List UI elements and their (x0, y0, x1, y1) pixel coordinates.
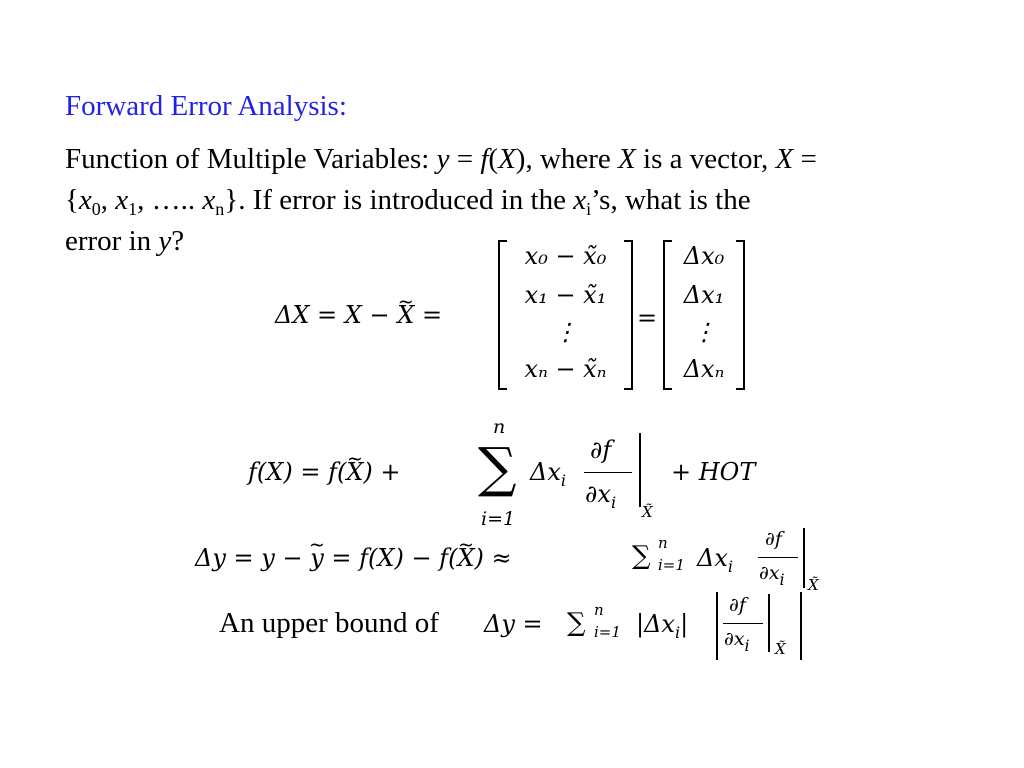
matrix1-cell-2: ⋮ (553, 318, 578, 346)
intro-eq2: = (793, 143, 817, 175)
matrix2-cell-3: Δxₙ (683, 355, 725, 383)
intro-text: Function of Multiple Variables: (65, 143, 437, 175)
sub-i: i (586, 199, 592, 219)
eq4-absdx-end: | (680, 610, 689, 638)
eq3-main (195, 544, 512, 572)
eq3-eval-bar (803, 528, 805, 588)
sub-0: 0 (91, 199, 101, 219)
intro-where: ), where (515, 143, 619, 175)
matrix2-cell-0: Δx₀ (683, 242, 725, 270)
eq3-c: ) ≈ (474, 544, 512, 572)
eq2-fraction-bar (584, 472, 632, 473)
var-f: f (480, 143, 489, 175)
eq2-dx-sub: i (560, 471, 566, 490)
eq4-denominator (724, 628, 750, 655)
eq2-sum-bottom: i=1 (481, 508, 516, 530)
eq4-numerator: ∂f (729, 594, 746, 616)
eq1-lhs (275, 301, 442, 329)
eq4-abs-dx (636, 610, 689, 642)
question-mark: ? (171, 225, 185, 257)
eq3-eval-at: X̃ (808, 576, 819, 594)
matrix-difference (498, 240, 633, 390)
eq4-absdx-sub: i (674, 623, 681, 642)
eq2-lhs-text: f(X) = f( (248, 458, 347, 486)
eq4-label: An upper bound of (219, 607, 439, 639)
eq4-sigma: ∑ (567, 608, 586, 638)
var-y2: y (158, 225, 172, 257)
eq3-sigma: ∑ (632, 541, 651, 571)
eq2-den-text: ∂x (585, 480, 611, 508)
intro-vector: is a vector, (635, 143, 776, 175)
eq3-fraction-bar (758, 557, 798, 558)
eq3-b: = f(X) − f( (323, 544, 458, 572)
matrix1-cell-1: x₁ − x̃₁ (524, 281, 607, 309)
eq3-Xtilde: ~ X (457, 544, 474, 572)
eq3-numerator: ∂f (765, 528, 782, 550)
brace-close: }. If error is introduced in the (224, 184, 574, 216)
eq4-fraction-bar (723, 623, 763, 624)
eq4-dy: Δy = (484, 610, 543, 638)
matrix1-cell-3: xₙ − x̃ₙ (524, 355, 607, 383)
eq3-delta-x (697, 544, 733, 576)
eq2-eval-at: X̃ (642, 503, 653, 521)
brace-open: { (65, 184, 79, 216)
eq3-dx-text: Δx (697, 544, 728, 572)
var-x1: x (115, 184, 129, 216)
var-X: X (498, 143, 516, 175)
eq2-delta-x (530, 458, 566, 490)
var-X3: X (775, 143, 794, 175)
eq2-lhs (248, 458, 401, 486)
var-y: y (436, 143, 450, 175)
error-in: error in (65, 225, 159, 257)
eq4-eval-at: X̃ (775, 640, 786, 658)
var-xn: x (202, 184, 216, 216)
eq3-denominator (759, 562, 785, 589)
eq4-eval-bar (768, 594, 770, 652)
eq4-den-text: ∂x (724, 628, 745, 650)
slide-heading: Forward Error Analysis: (65, 90, 347, 122)
eq3-sum-top: n (658, 534, 668, 552)
dots: , ….. (137, 184, 203, 216)
eq4-sum-top: n (594, 601, 604, 619)
matrix-delta (663, 240, 745, 390)
eq3-den-sub: i (779, 570, 785, 589)
eq1-lhs-eq: = (414, 301, 443, 329)
eq2-numerator: ∂f (590, 436, 612, 464)
eq3-sum-bottom: i=1 (658, 556, 685, 574)
eq3-dx-sub: i (727, 557, 733, 576)
eq4-abs-right-bar (800, 592, 802, 660)
intro-lp: ( (488, 143, 499, 175)
intro-eq: = (449, 143, 481, 175)
eq3-a: Δy = y − (195, 544, 311, 572)
eq2-denominator (585, 480, 617, 512)
eq2-Xtilde: ~ X (346, 458, 363, 486)
eq1-Xtilde: ~ X (397, 301, 414, 329)
eq2-sum-top: n (493, 416, 506, 438)
eq4-absdx-text: |Δx (636, 610, 675, 638)
eq4-den-sub: i (744, 636, 750, 655)
eq3-ytilde: ~ y (310, 544, 324, 572)
eq2-eval-bar (639, 433, 641, 507)
sub-n: n (215, 199, 225, 219)
eq2-rp: ) + (363, 458, 401, 486)
eq2-den-sub: i (610, 493, 617, 512)
eq3-den-text: ∂x (759, 562, 780, 584)
var-X2: X (618, 143, 636, 175)
eq2-sigma: ∑ (478, 436, 517, 499)
var-x0: x (78, 184, 92, 216)
matrix1-cell-0: x₀ − x̃₀ (524, 242, 607, 270)
matrix2-cell-1: Δx₁ (683, 281, 725, 309)
eq4-sum-bottom: i=1 (594, 623, 621, 641)
matrix2-cell-2: ⋮ (692, 318, 716, 346)
intro-tail: ’s, what is the (591, 184, 751, 216)
eq1-lhs-text: ΔX = X − (275, 301, 398, 329)
eq4-abs-left-bar (716, 592, 718, 660)
comma: , (100, 184, 116, 216)
eq1-mid-eq: = (637, 304, 658, 332)
var-xi: x (573, 184, 587, 216)
eq2-dx-text: Δx (530, 458, 561, 486)
eq2-hot: + HOT (671, 458, 756, 486)
sub-1: 1 (128, 199, 138, 219)
